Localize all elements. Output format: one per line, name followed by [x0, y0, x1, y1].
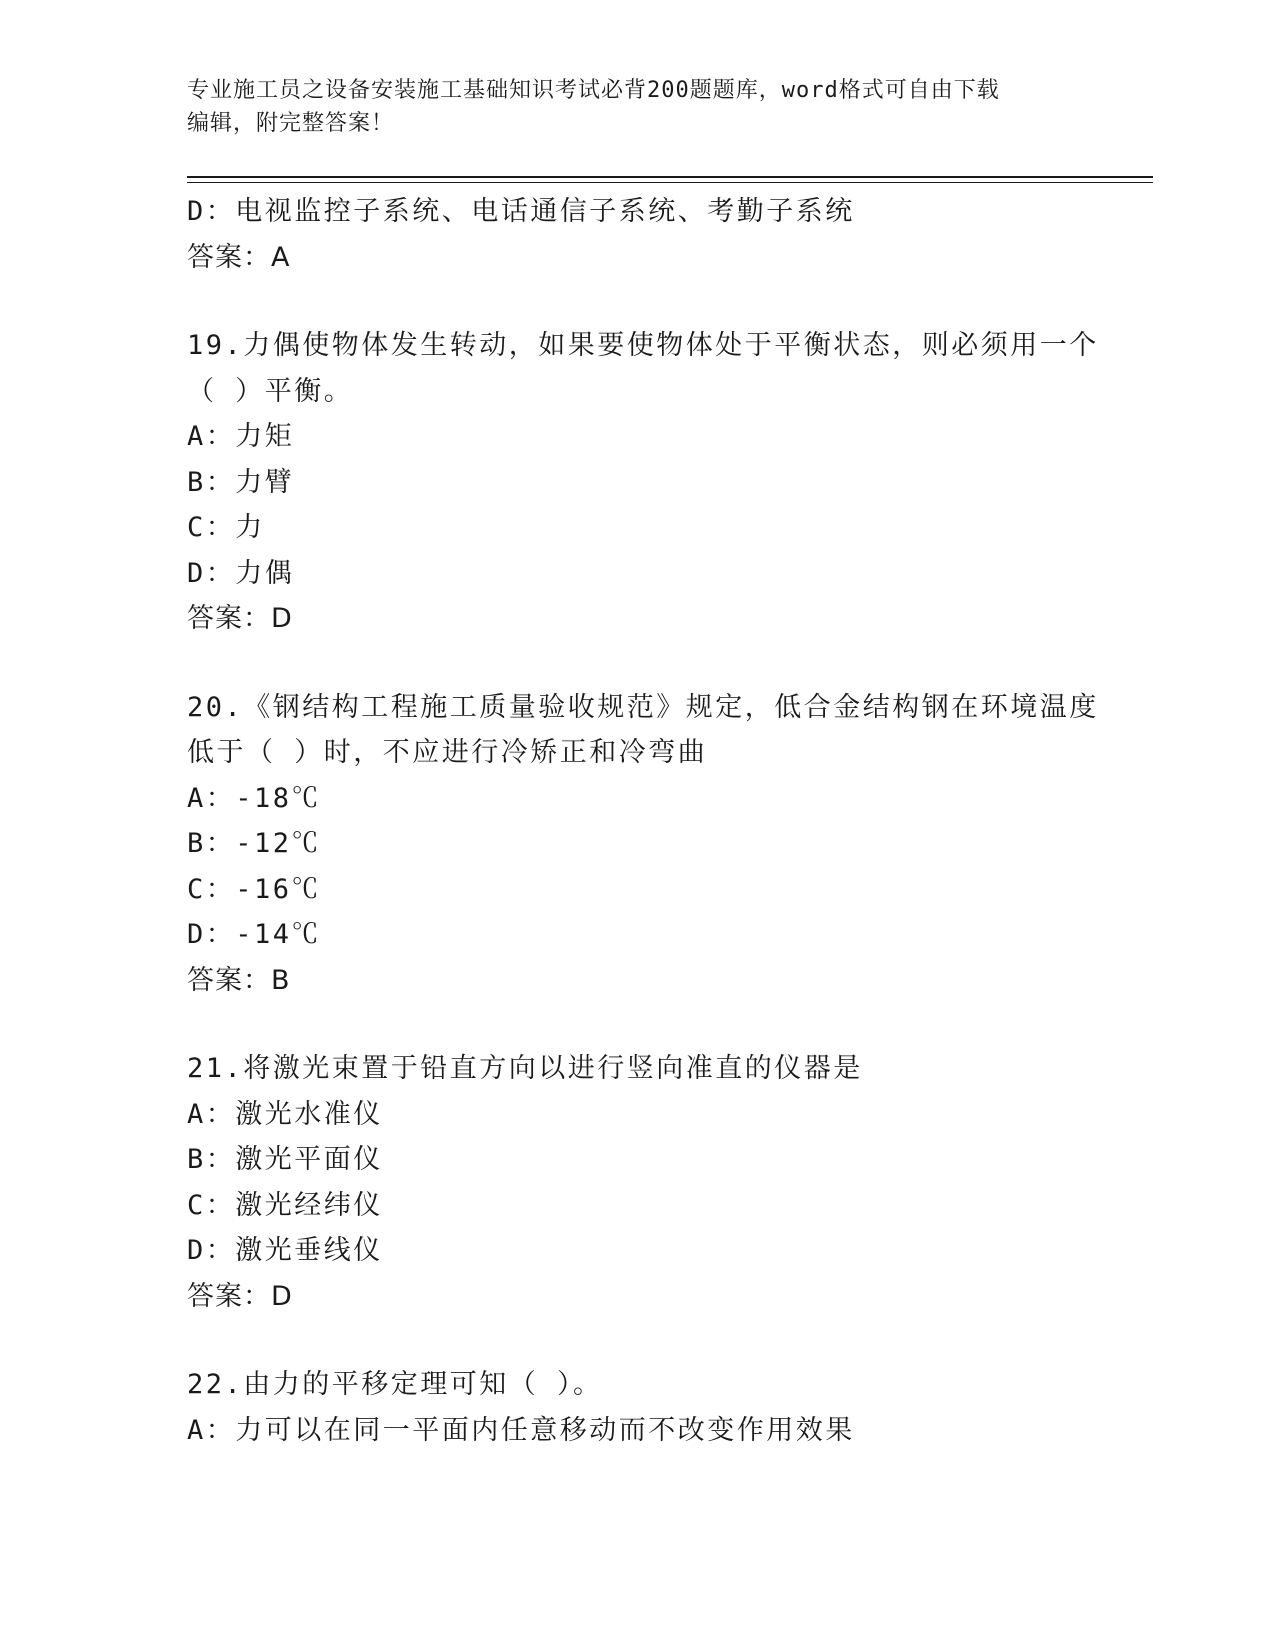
option-d: D：-14℃ — [187, 919, 322, 950]
question-stem: 20.《钢结构工程施工质量验收规范》规定，低合金结构钢在环境温度 — [187, 691, 1099, 723]
header-divider-thin — [187, 182, 1153, 183]
document-header — [187, 74, 1067, 140]
question-18-partial — [187, 189, 1087, 280]
question-stem: 21.将激光束置于铅直方向以进行竖向准直的仪器是 — [187, 1053, 863, 1084]
option-b: B：力臂 — [187, 466, 295, 498]
option-a: A：力可以在同一平面内任意移动而不改变作用效果 — [187, 1414, 855, 1446]
question-21 — [187, 1046, 1087, 1319]
question-stem-continued: 低于（ ）时，不应进行冷矫正和冷弯曲 — [187, 737, 708, 768]
option-a: A：-18℃ — [187, 782, 322, 814]
option-d: D：力偶 — [187, 557, 295, 589]
question-20 — [187, 685, 1099, 1004]
question-list — [187, 189, 1099, 1453]
option-b: B：激光平面仪 — [187, 1144, 383, 1175]
answer-label: 答案：D — [187, 603, 293, 634]
option-d: D：电视监控子系统、电话通信子系统、考勤子系统 — [187, 196, 855, 227]
answer-label: 答案：B — [187, 964, 291, 996]
header-title-line-2: 编辑，附完整答案！ — [187, 111, 395, 136]
option-c: C：-16℃ — [187, 873, 322, 905]
option-b: B：-12℃ — [187, 828, 322, 859]
header-divider-thick — [187, 176, 1153, 178]
answer-label: 答案：D — [187, 1280, 293, 1312]
option-c: C：激光经纬仪 — [187, 1189, 383, 1221]
option-d: D：激光垂线仪 — [187, 1235, 383, 1266]
option-a: A：激光水准仪 — [187, 1098, 383, 1130]
question-stem: 22.由力的平移定理可知（ ）。 — [187, 1369, 603, 1400]
question-19 — [187, 323, 1099, 642]
question-22 — [187, 1362, 1087, 1453]
question-stem-continued: （ ）平衡。 — [187, 375, 354, 407]
question-stem: 19.力偶使物体发生转动，如果要使物体处于平衡状态，则必须用一个 — [187, 330, 1099, 361]
option-c: C：力 — [187, 512, 265, 543]
answer-label: 答案：A — [187, 241, 291, 273]
header-title-line-1: 专业施工员之设备安装施工基础知识考试必背200题题库，word格式可自由下载 — [187, 78, 1000, 103]
option-a: A：力矩 — [187, 421, 295, 452]
